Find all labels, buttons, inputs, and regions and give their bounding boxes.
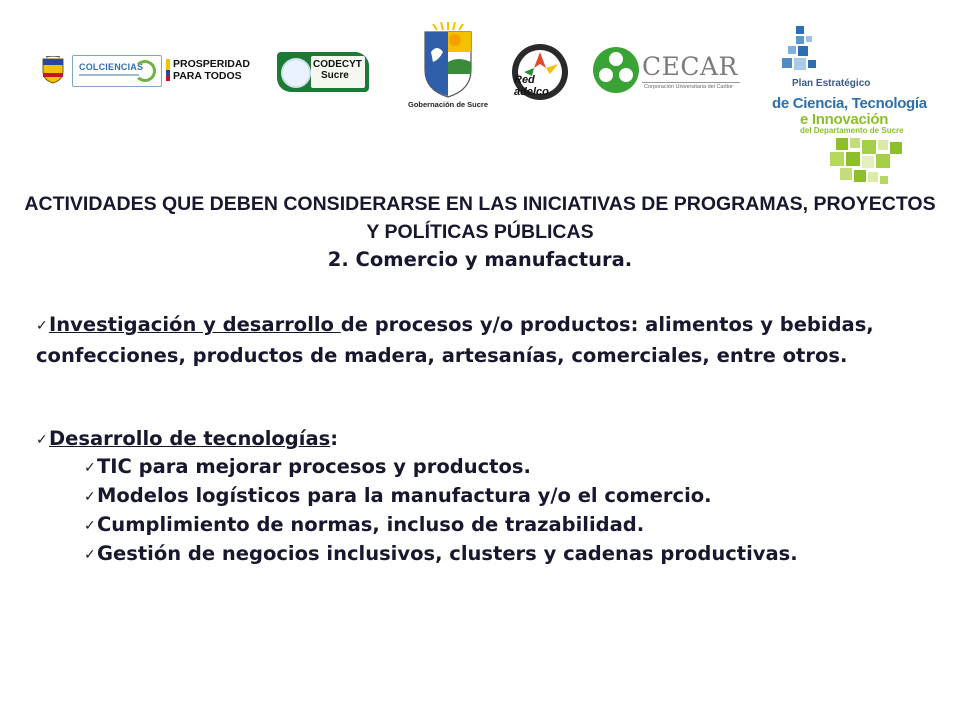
colciencias-wordmark: COLCIENCIAS	[79, 62, 144, 72]
plan-line1: Plan Estratégico	[792, 78, 871, 89]
sub-bullet-text: Modelos logísticos para la manufactura y/o el comercio.	[97, 484, 712, 507]
pixel-square	[808, 60, 816, 68]
plan-line4: del Departamento de Sucre	[800, 126, 904, 135]
bullet-underlined-text: Investigación y desarrollo	[49, 313, 341, 336]
pixel-square	[878, 140, 888, 150]
colciencias-logo	[72, 55, 162, 87]
cecar-divider	[642, 82, 740, 83]
sub-bullet-text: Gestión de negocios inclusivos, clusters y cadenas productivas.	[97, 542, 798, 565]
pixel-square	[854, 170, 866, 182]
check-icon: ✓	[84, 518, 96, 534]
sub-bullet-text: Cumplimiento de normas, incluso de trazabilidad.	[97, 513, 645, 536]
pixel-square	[798, 46, 808, 56]
gobernacion-logo	[403, 22, 493, 114]
slide-heading: ACTIVIDADES QUE DEBEN CONSIDERARSE EN LAS INICIATIVAS DE PROGRAMAS, PROYECTOS Y POLÍTICAS PÚBLICAS	[24, 193, 936, 243]
pixel-square	[794, 58, 806, 70]
pixel-square	[890, 142, 902, 154]
sub-bullet-text: TIC para mejorar procesos y productos.	[97, 455, 531, 478]
pixel-square	[830, 152, 844, 166]
colombia-flag-icon	[166, 59, 170, 81]
plan-line3: e Innovación	[800, 111, 889, 128]
pixel-square	[846, 152, 860, 166]
plan-line2: de Ciencia, Tecnología	[772, 95, 927, 112]
colciencias-swoosh-icon	[134, 60, 156, 82]
colombia-crest-logo	[40, 56, 66, 84]
pixel-square	[796, 36, 804, 44]
pixel-square	[850, 138, 860, 148]
red-adelco-logo	[510, 42, 570, 102]
slide-subheading: 2. Comercio y manufactura.	[327, 248, 633, 271]
prosperidad-line1: PROSPERIDAD	[173, 58, 251, 70]
sub-bullet-item	[84, 510, 644, 541]
sub-bullet-item	[84, 452, 531, 483]
cecar-logo	[592, 46, 742, 94]
check-icon: ✓	[84, 547, 96, 563]
pixel-square	[862, 140, 876, 154]
pixel-square	[862, 156, 874, 168]
check-icon: ✓	[36, 432, 48, 448]
codecyt-line1: CODECYT	[313, 59, 362, 70]
gobernacion-caption: Gobernación de Sucre	[407, 100, 489, 109]
pixel-square	[796, 26, 804, 34]
check-icon: ✓	[36, 318, 48, 334]
pixel-square	[840, 168, 852, 180]
bullet-underlined-text: Desarrollo de tecnologías	[49, 427, 331, 450]
plan-estrategico-logo	[770, 26, 945, 194]
cecar-subtitle: Corporación Universitaria del Caribe	[644, 84, 733, 90]
pixel-square	[782, 58, 792, 68]
pixel-square	[868, 172, 878, 182]
codecyt-line2: Sucre	[321, 70, 349, 81]
check-icon: ✓	[84, 489, 96, 505]
check-icon: ✓	[84, 460, 96, 476]
bullet-item	[36, 424, 941, 455]
sub-bullet-item	[84, 539, 798, 570]
prosperidad-line2: PARA TODOS	[173, 70, 242, 82]
cecar-wordmark: CECAR	[642, 52, 738, 81]
pixel-square	[788, 46, 796, 54]
adelco-wordmark: Red adelco	[514, 74, 549, 98]
pixel-square	[836, 138, 848, 150]
globe-icon	[281, 58, 311, 88]
bullet-item	[36, 310, 941, 370]
codecyt-logo	[277, 48, 372, 96]
pixel-square	[806, 36, 812, 42]
pixel-square	[880, 176, 888, 184]
pixel-square	[876, 154, 890, 168]
cecar-emblem-icon	[592, 46, 640, 94]
colciencias-tagline-bar	[79, 74, 139, 76]
sucre-shield-icon	[403, 22, 493, 100]
prosperidad-logo	[166, 56, 254, 84]
colombia-crest-icon	[40, 56, 66, 84]
slide-content	[0, 190, 960, 565]
bullet-text: :	[330, 427, 339, 450]
bullet-text: de procesos y/o productos: alimentos y bebidas, confecciones, productos de madera, artesanías, comerciales, entre otros.	[36, 313, 874, 367]
sub-bullet-item	[84, 481, 712, 512]
